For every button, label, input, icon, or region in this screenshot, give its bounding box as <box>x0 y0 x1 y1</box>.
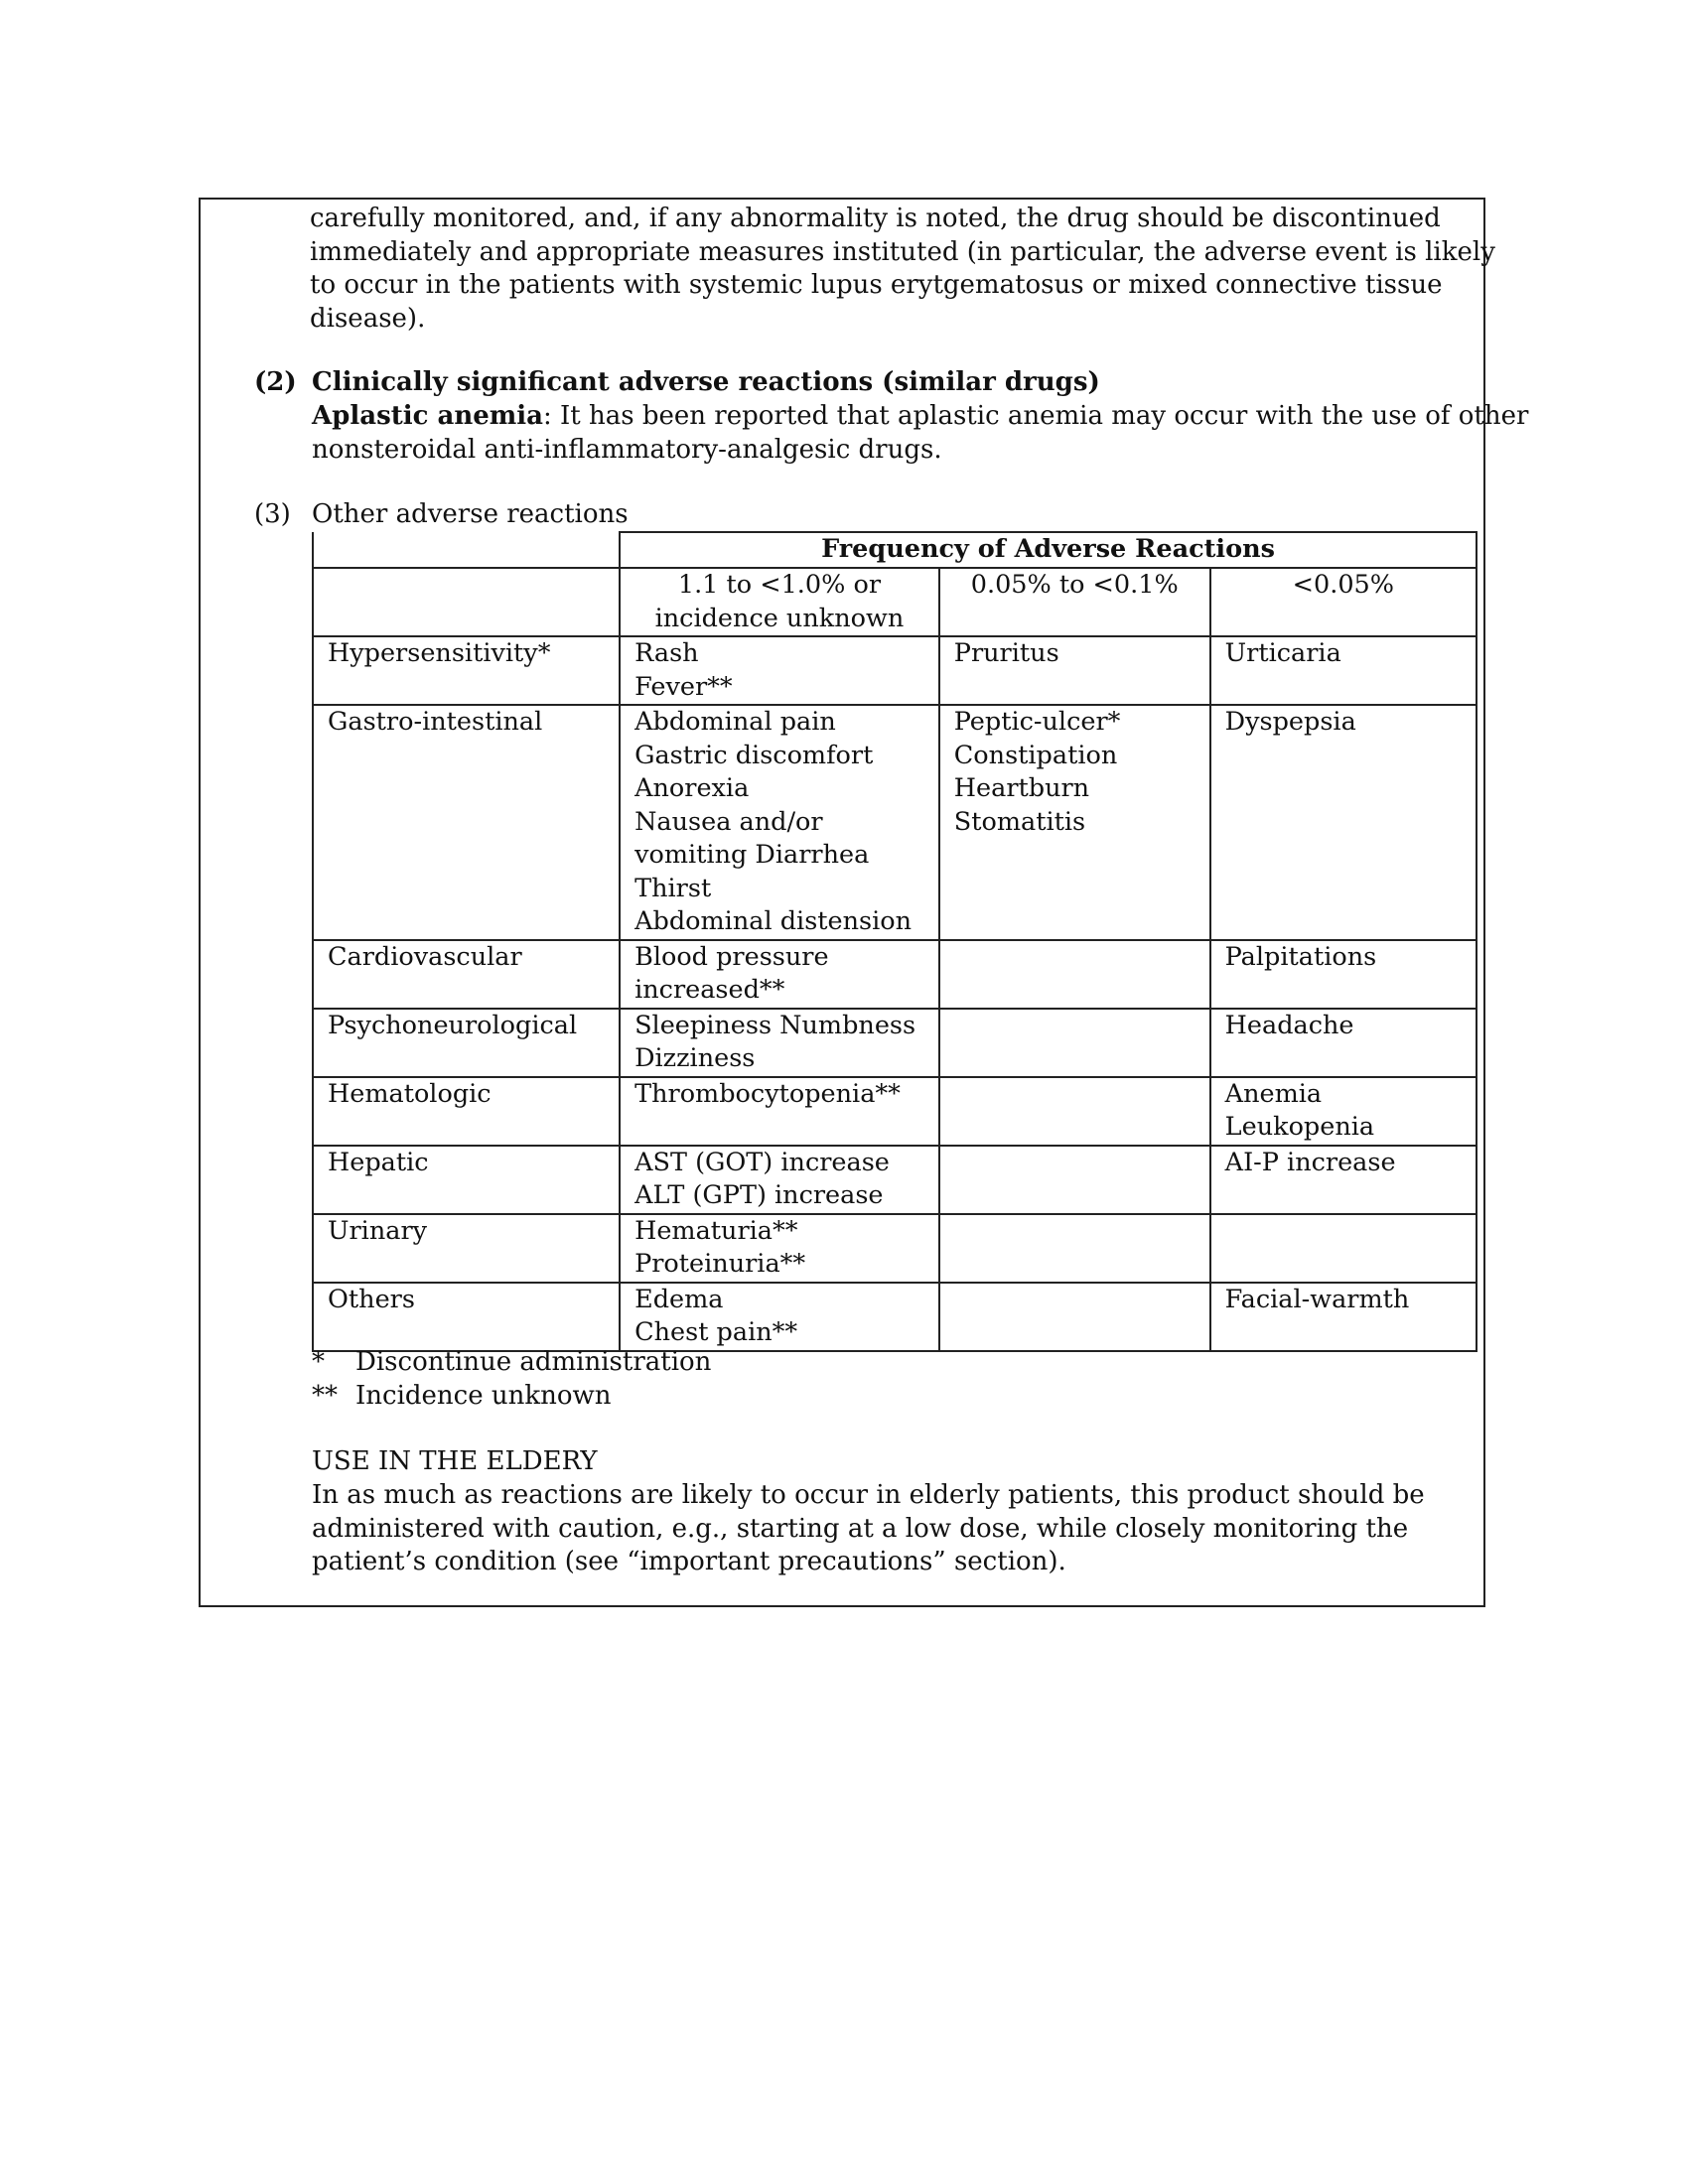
frequency-cell-1 <box>620 940 939 1009</box>
reaction-item: Headache <box>1224 1010 1354 1040</box>
aplastic-line: nonsteroidal anti-inflammatory-analgesic drugs. <box>312 434 942 465</box>
table-empty-header-cell <box>313 568 620 636</box>
reaction-item: Abdominal pain <box>634 707 836 737</box>
category-cell: Psychoneurological <box>313 1009 620 1077</box>
section-2-number: (2) <box>254 367 297 397</box>
frequency-cell-2 <box>939 1146 1210 1214</box>
reaction-item: Thirst <box>634 873 712 903</box>
aplastic-anemia-term: Aplastic anemia <box>312 401 544 431</box>
category-cell: Cardiovascular <box>313 940 620 1009</box>
frequency-header: Frequency of Adverse Reactions <box>620 532 1477 568</box>
category-cell: Hepatic <box>313 1146 620 1214</box>
frequency-cell-3 <box>1210 1009 1477 1077</box>
reaction-item: Facial-warmth <box>1224 1284 1410 1314</box>
reaction-item: Chest pain** <box>634 1317 798 1347</box>
reaction-item: Hematuria** <box>634 1215 798 1246</box>
column-header-line: <0.05% <box>1292 570 1395 600</box>
table-row <box>313 705 1477 940</box>
frequency-cell-3 <box>1210 1077 1477 1146</box>
frequency-cell-3 <box>1210 1214 1477 1283</box>
category-cell: Hypersensitivity* <box>313 636 620 705</box>
category-cell: Hematologic <box>313 1077 620 1146</box>
reaction-item: Palpitations <box>1224 941 1377 972</box>
column-header-line: 0.05% to <0.1% <box>970 570 1179 600</box>
reaction-item: Nausea and/or <box>634 806 823 837</box>
frequency-cell-2 <box>939 1283 1210 1351</box>
footnote-mark: * <box>312 1347 325 1377</box>
intro-line: disease). <box>310 303 426 334</box>
table-row <box>313 1009 1477 1077</box>
column-header-line: 1.1 to <1.0% or <box>677 570 882 600</box>
frequency-cell-2 <box>939 705 1210 940</box>
column-header-3 <box>1210 568 1477 636</box>
table-corner-cell <box>313 532 620 568</box>
intro-line: to occur in the patients with systemic lupus erytgematosus or mixed connective tissue <box>310 270 1443 300</box>
reaction-item: AI-P increase <box>1224 1147 1396 1177</box>
reaction-item: Proteinuria** <box>634 1249 806 1279</box>
category-cell: Others <box>313 1283 620 1351</box>
reaction-item: AST (GOT) increase <box>634 1147 890 1177</box>
reaction-item: ALT (GPT) increase <box>634 1180 884 1210</box>
frequency-cell-3 <box>1210 1283 1477 1351</box>
reaction-item: Dyspepsia <box>1224 707 1356 737</box>
frequency-cell-1 <box>620 1283 939 1351</box>
elderly-heading: USE IN THE ELDERY <box>312 1446 598 1476</box>
reaction-item: Stomatitis <box>953 806 1086 837</box>
frequency-cell-2 <box>939 1077 1210 1146</box>
intro-line: immediately and appropriate measures instituted (in particular, the adverse event is likely <box>310 236 1495 267</box>
section-3-title: Other adverse reactions <box>312 499 629 529</box>
intro-paragraph <box>310 203 1495 336</box>
reaction-item: vomiting Diarrhea <box>634 840 870 870</box>
reaction-item: Anorexia <box>634 773 750 803</box>
category-cell: Urinary <box>313 1214 620 1283</box>
reaction-item: Constipation <box>953 740 1118 770</box>
aplastic-text: : It has been reported that aplastic anemia may occur with the use of other <box>543 401 1529 431</box>
elderly-paragraph <box>312 1479 1474 1579</box>
reaction-item: Peptic-ulcer* <box>953 707 1121 737</box>
reaction-item: Edema <box>634 1284 724 1314</box>
frequency-cell-3 <box>1210 705 1477 940</box>
reaction-item: Abdominal distension <box>634 906 913 936</box>
frequency-cell-2 <box>939 636 1210 705</box>
reaction-item: Blood pressure <box>634 941 829 972</box>
frequency-cell-1 <box>620 1077 939 1146</box>
intro-line: carefully monitored, and, if any abnormality is noted, the drug should be discontinued <box>310 204 1441 233</box>
reaction-item: Anemia <box>1224 1078 1323 1109</box>
reaction-item: Gastric discomfort <box>634 740 874 770</box>
table-row <box>313 940 1477 1009</box>
table-row <box>313 1214 1477 1283</box>
reaction-item: Urticaria <box>1224 638 1341 668</box>
frequency-cell-1 <box>620 705 939 940</box>
column-header-2 <box>939 568 1210 636</box>
section-2-title: Clinically significant adverse reactions (similar drugs) <box>312 367 1100 397</box>
reaction-item: Leukopenia <box>1224 1112 1375 1142</box>
table-row <box>313 636 1477 705</box>
elderly-line: patient’s condition (see “important precautions” section). <box>312 1547 1066 1576</box>
table-row <box>313 1146 1477 1214</box>
frequency-cell-1 <box>620 1009 939 1077</box>
aplastic-line <box>312 400 1529 434</box>
reaction-item: Rash <box>634 638 699 668</box>
frequency-cell-3 <box>1210 1146 1477 1214</box>
footnote-1 <box>312 1346 711 1380</box>
table-row <box>313 1283 1477 1351</box>
frequency-cell-1 <box>620 1146 939 1214</box>
elderly-line: In as much as reactions are likely to occur in elderly patients, this product should be <box>312 1480 1425 1510</box>
reaction-item: Thrombocytopenia** <box>634 1078 901 1109</box>
table-column-header-row <box>313 568 1477 636</box>
frequency-cell-1 <box>620 636 939 705</box>
reaction-item: Heartburn <box>953 773 1090 803</box>
frequency-cell-2 <box>939 1214 1210 1283</box>
table-group-header-row <box>313 532 1477 568</box>
footnote-2 <box>312 1380 612 1414</box>
section-3-number: (3) <box>254 499 291 529</box>
reaction-item: increased** <box>634 975 785 1005</box>
reaction-item: Pruritus <box>953 638 1059 668</box>
elderly-line: administered with caution, e.g., starting at a low dose, while closely monitoring the <box>312 1513 1409 1544</box>
adverse-reactions-table <box>312 531 1477 1352</box>
frequency-cell-2 <box>939 1009 1210 1077</box>
frequency-cell-3 <box>1210 940 1477 1009</box>
frequency-cell-3 <box>1210 636 1477 705</box>
frequency-cell-1 <box>620 1214 939 1283</box>
column-header-line: incidence unknown <box>654 603 905 633</box>
reaction-item: Fever** <box>634 671 733 702</box>
footnote-mark: ** <box>312 1381 338 1411</box>
category-cell: Gastro-intestinal <box>313 705 620 940</box>
reaction-item: Dizziness <box>634 1043 756 1073</box>
frequency-cell-2 <box>939 940 1210 1009</box>
footnote-text: Discontinue administration <box>355 1347 712 1377</box>
reaction-item: Sleepiness Numbness <box>634 1010 916 1040</box>
column-header-1 <box>620 568 939 636</box>
table-body <box>313 636 1477 1351</box>
table-row <box>313 1077 1477 1146</box>
footnote-text: Incidence unknown <box>355 1381 612 1411</box>
aplastic-anemia-paragraph <box>312 400 1529 467</box>
